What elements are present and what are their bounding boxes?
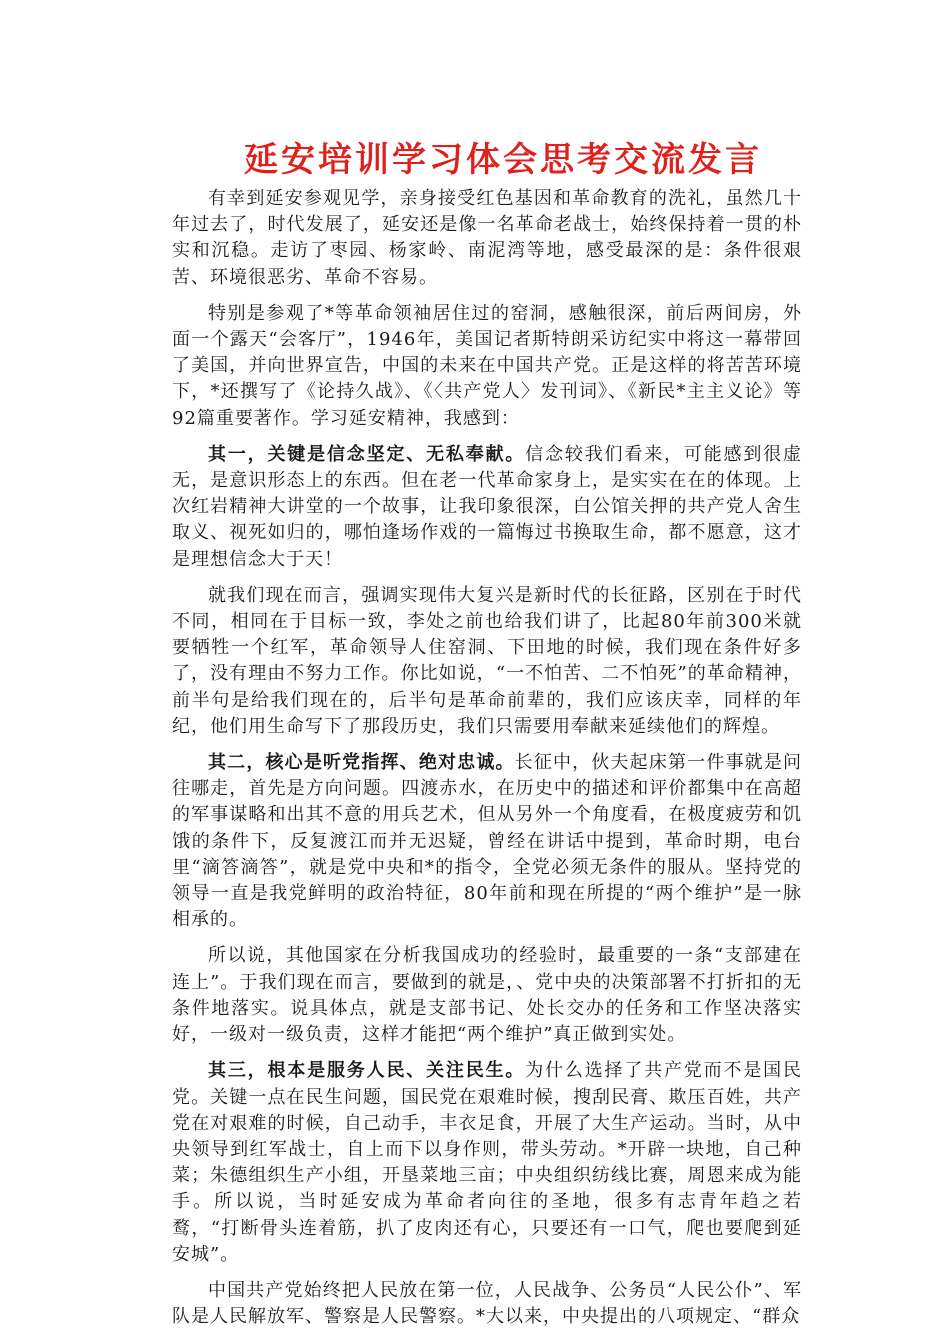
paragraph-4 — [172, 583, 802, 740]
paragraph-lead: 其三，根本是服务人民、关注民生。 — [208, 1060, 526, 1082]
paragraph-3 — [172, 442, 802, 573]
paragraph-text: 就我们现在而言，强调实现伟大复兴是新时代的长征路，区别在于时代不同，相同在于目标一致，李处之前也给我们讲了，比起80年前300米就要牺牲一个红军，革命领导人住窑洞、下田地的时候，我们现在条件好多了，没有理由不努力工作。你比如说，“一不怕苦、二不怕死”的革命精神，前半句是给我们现在的，后半句是革命前辈的，我们应该庆幸，同样的年纪，他们用生命写下了那段历史，我们只需要用奉献来延续他们的辉煌。 — [172, 584, 802, 737]
paragraph-text: 有幸到延安参观见学，亲身接受红色基因和革命教育的洗礼，虽然几十年过去了，时代发展了，延安还是像一名革命老战士，始终保持着一贯的朴实和沉稳。走访了枣园、杨家岭、南泥湾等地，感受最深的是：条件很艰苦、环境很恶劣、革命不容易。 — [172, 188, 802, 288]
paragraph-lead: 其二，核心是听党指挥、绝对忠诚。 — [208, 752, 515, 774]
paragraph-text: 为什么选择了共产党而不是国民党。关键一点在民生问题，国民党在艰难时候，搜刮民膏、欺压百姓，共产党在对艰难的时候，自己动手，丰衣足食，开展了大生产运动。当时，从中央领导到红军战士，自上而下以身作则，带头劳动。*开辟一块地，自己种菜；朱德组织生产小组，开垦菜地三亩；中央组织纺线比赛，周恩来成为能手。所以说，当时延安成为革命者向往的圣地，很多有志青年趋之若鹜，“打断骨头连着筋，扒了皮肉还有心，只要还有一口气，爬也要爬到延安城”。 — [172, 1060, 803, 1265]
document-body — [172, 186, 802, 1340]
paragraph-lead: 其一，关键是信念坚定、无私奉献。 — [208, 443, 526, 465]
paragraph-6 — [172, 943, 802, 1048]
paragraph-1 — [172, 186, 802, 291]
paragraph-5 — [172, 750, 802, 933]
paragraph-text: 中国共产党始终把人民放在第一位，人民战争、公务员“人民公仆”、军队是人民解放军、警察是人民警察。*大以来，中央提出的八项规定、“群众 — [172, 1279, 802, 1328]
paragraph-text: 所以说，其他国家在分析我国成功的经验时，最重要的一条“支部建在连上”。于我们现在而言，要做到的就是，、党中央的决策部署不打折扣的无条件地落实。说具体点，就是支部书记、处长交办的任务和工作坚决落实好，一级对一级负责，这样才能把“两个维护”真正做到实处。 — [172, 945, 802, 1046]
paragraph-text: 信念较我们看来，可能感到很虚无，是意识形态上的东西。但在老一代革命家身上，是实实在在的体现。上次红岩精神大讲堂的一个故事，让我印象很深，白公馆关押的共产党人舍生取义、视死如归的，哪怕逢场作戏的一篇悔过书换取生命，都不愿意，这才是理想信念大于天！ — [172, 443, 803, 570]
document-title: 延安培训学习体会思考交流发言 — [244, 140, 762, 180]
paragraph-7 — [172, 1058, 802, 1268]
paragraph-8 — [172, 1278, 802, 1330]
paragraph-text: 特别是参观了*等革命领袖居住过的窑洞，感触很深，前后两间房，外面一个露天“会客厅”，1946年，美国记者斯特朗采访纪实中将这一幕带回了美国，并向世界宣告，中国的未来在中国共产党。正是这样的将苦苦环境下，*还撰写了《论持久战》、《〈共产党人〉发刊词》、《新民*主主义论》等92篇重要著作。学习延安精神，我感到： — [172, 302, 802, 429]
paragraph-text: 长征中，伙夫起床第一件事就是问往哪走，首先是方向问题。四渡赤水，在历史中的描述和评价都集中在高超的军事谋略和出其不意的用兵艺术，但从另外一个角度看，在极度疲劳和饥饿的条件下，反复渡江而并无迟疑，曾经在讲话中提到，革命时期，电台里“滴答滴答”，就是党中央和*的指令，全党必须无条件的服从。坚持党的领导一直是我党鲜明的政治特征，80年前和现在所提的“两个维护”是一脉相承的。 — [172, 752, 803, 931]
paragraph-2 — [172, 301, 802, 432]
